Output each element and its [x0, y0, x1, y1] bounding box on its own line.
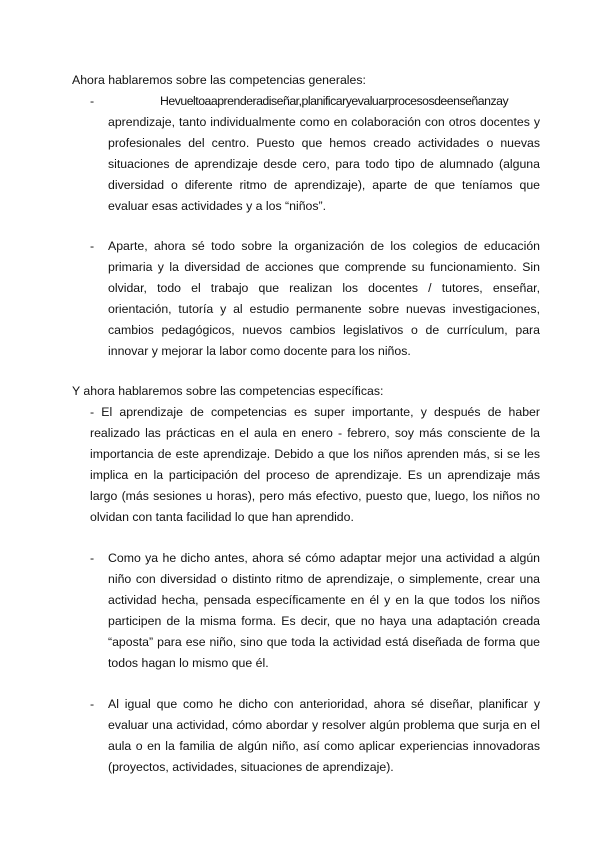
bullet-dash: - — [90, 551, 95, 565]
bullet-dash: - — [90, 94, 95, 108]
specific-item-2-text: Como ya he dicho antes, ahora sé cómo adaptar mejor una actividad a algún niño con diversidad o distinto ritmo de aprendizaje, o simplemente, crear una actividad hecha, pensada específicamente en él y en la que todos los niños participen de la misma forma. Es decir, que no haya una adaptación creada “aposta” para ese niño, sino que toda la actividad está diseñada de forma que todos hagan lo mismo que él. — [108, 551, 540, 670]
specific-competencies-heading: Y ahora hablaremos sobre las competencias específicas: — [72, 384, 384, 398]
bullet-dash: - — [90, 697, 95, 711]
general-item-1 — [90, 91, 540, 217]
specific-item-3-text: Al igual que como he dicho con anterioridad, ahora sé diseñar, planificar y evaluar una actividad, cómo abordar y resolver algún problema que surja en el aula o en la familia de algún niño, así como aplicar experiencias innovadoras (proyectos, actividades, situaciones de aprendizaje). — [108, 697, 540, 774]
specific-item-3 — [90, 694, 540, 778]
general-item-2 — [90, 236, 540, 362]
specific-item-1 — [90, 402, 540, 528]
bullet-dash: - — [90, 239, 95, 253]
general-item-1-body: aprendizaje, tanto individualmente como en colaboración con otros docentes y profesionales del centro. Puesto que hemos creado actividades o nuevas situaciones de aprendizaje desde cero, para todo tipo de alumnado (alguna diversidad o diferente ritmo de aprendizaje), aparte de que teníamos que evaluar esas actividades y a los “niños”. — [108, 115, 540, 213]
specific-item-1-text: - El aprendizaje de competencias es super importante, y después de haber realizado las prácticas en el aula en enero - febrero, soy más consciente de la importancia de este aprendizaje. Debido a que los niños aprenden más, si se les implica en la participación del proceso de aprendizaje. Es un aprendizaje más largo (más sesiones u horas), pero más efectivo, puesto que, luego, los niños no olvidan con tanta facilidad lo que han aprendido. — [90, 405, 540, 524]
general-item-1-text — [108, 91, 540, 217]
general-competencies-heading: Ahora hablaremos sobre las competencias generales: — [72, 73, 366, 87]
specific-item-2 — [90, 548, 540, 674]
general-item-1-lead: Hevueltoaaprenderadiseñar,planificaryevaluarprocesosdeenseñanzay — [160, 94, 509, 108]
general-item-2-text: Aparte, ahora sé todo sobre la organización de los colegios de educación primaria y la diversidad de acciones que comprende su funcionamiento. Sin olvidar, todo el trabajo que realizan los docentes / tutores, enseñar, orientación, tutoría y al estudio permanente sobre nuevas investigaciones, cambios pedagógicos, nuevos cambios legislativos o de currículum, para innovar y mejorar la labor como docente para los niños. — [108, 239, 540, 358]
